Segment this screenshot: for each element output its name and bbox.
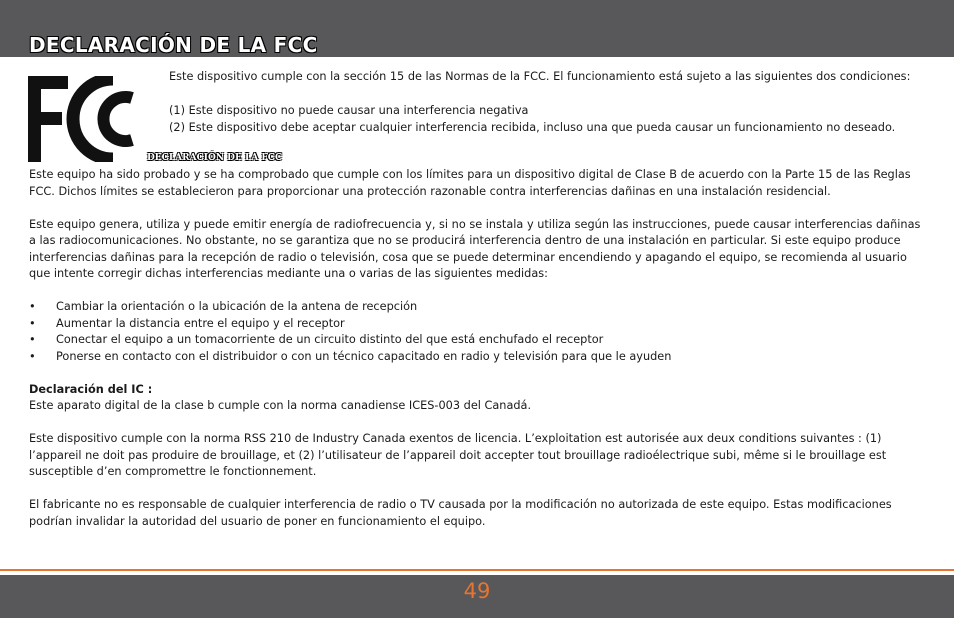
footer-divider [0, 569, 954, 571]
fcc-logo [28, 76, 144, 162]
list-item [29, 299, 925, 316]
list-item [29, 332, 925, 349]
manufacturer-text: El fabricante no es responsable de cualquier interferencia de radio o TV causada por la modificación no autorizada de este equipo. Estas modificaciones podrían invalidar la autoridad del usuario de poner en funcionamiento el equipo. [29, 498, 892, 528]
bullet: • [29, 333, 36, 346]
bullet: • [29, 349, 36, 363]
fcc-logo-c-inner [103, 97, 132, 141]
section-subtitle: DECLARACIÓN DE LA FCC [147, 153, 283, 163]
bullet: • [29, 316, 36, 330]
ic-heading: Declaración del IC : [29, 382, 153, 396]
list-item [29, 349, 925, 366]
condition-1: (1) Este dispositivo no puede causar una interferencia negativa [169, 104, 529, 117]
rss-text: Este dispositivo cumple con la norma RSS 210 de Industry Canada exentos de licencia. L’exploitation est autorisée aux deux conditions suivantes : (1) l’appareil ne doit pas produire de brouillage, et (2) l’utilisateur de l’appareil doit accepter tout brouillage radioélectrique subi, même si le brouillage est susceptible d’en compromettre le fonctionnement. [29, 432, 887, 478]
condition-2: (2) Este dispositivo debe aceptar cualquier interferencia recibida, incluso una que pueda causar un funcionamiento no deseado. [169, 121, 896, 134]
measure-text: Conectar el equipo a un tomacorriente de un circuito distinto del que está enchufado el receptor [56, 333, 604, 346]
body-section [29, 167, 925, 547]
paragraph-class-b: Este equipo ha sido probado y se ha comprobado que cumple con los límites para un dispositivo digital de Clase B de acuerdo con la Parte 15 de las Reglas FCC. Dichos límites se establecieron para proporcionar una protección razonable contra interferencias dañinas en una instalación residencial. [29, 168, 911, 198]
page-title: DECLARACIÓN DE LA FCC [29, 33, 318, 57]
header-bar [0, 0, 954, 57]
list-item [29, 316, 925, 333]
measure-text: Ponerse en contacto con el distribuidor o con un técnico capacitado en radio y televisión para que le ayuden [56, 349, 672, 363]
intro-text: Este dispositivo cumple con la sección 15 de las Normas de la FCC. El funcionamiento está sujeto a las siguientes dos condiciones: [169, 70, 911, 83]
page-number: 49 [463, 579, 491, 603]
fcc-logo-f [28, 76, 68, 162]
bullet: • [29, 300, 36, 313]
measure-text: Cambiar la orientación o la ubicación de la antena de recepción [56, 300, 418, 313]
intro-section [169, 68, 939, 136]
measures-list [29, 299, 925, 365]
ic-text: Este aparato digital de la clase b cumple con la norma canadiense ICES-003 del Canadá. [29, 399, 532, 412]
measure-text: Aumentar la distancia entre el equipo y el receptor [56, 316, 345, 330]
paragraph-interference: Este equipo genera, utiliza y puede emitir energía de radiofrecuencia y, si no se instala y utiliza según las instrucciones, puede causar interferencias dañinas a las radiocomunicaciones. No obstante, no se garantiza que no se producirá interferencia dentro de una instalación en particular. Si este equipo produce interferencias dañinas para la recepción de radio o televisión, cosa que se puede determinar encendiendo y apagando el equipo, se recomienda al usuario que intente corregir dichas interferencias mediante una o varias de las siguientes medidas: [29, 217, 921, 280]
